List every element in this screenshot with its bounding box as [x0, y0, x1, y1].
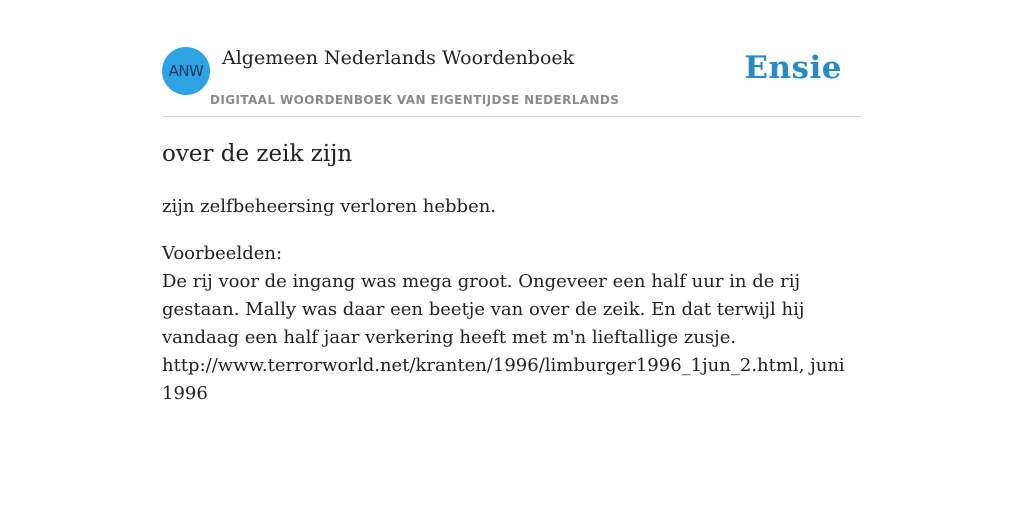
- examples-section: [162, 240, 852, 408]
- entry-content: [162, 138, 852, 408]
- site-title[interactable]: Algemeen Nederlands Woordenboek: [222, 47, 575, 69]
- site-subtitle: DIGITAAL WOORDENBOEK VAN EIGENTIJDSE NEDERLANDS: [210, 93, 620, 107]
- example-source: http://www.terrorworld.net/kranten/1996/limburger1996_1jun_2.html, juni 1996: [162, 355, 845, 404]
- entry-definition: zijn zelfbeheersing verloren hebben.: [162, 196, 497, 217]
- ensie-logo[interactable]: Ensie: [744, 50, 842, 86]
- anw-logo[interactable]: ANW: [162, 47, 210, 95]
- example-text: De rij voor de ingang was mega groot. Ongeveer een half uur in de rij gestaan. Mally was daar een beetje van over de zeik. En dat terwijl hij vandaag een half jaar verkering heeft met m'n lieftallige zusje.: [162, 271, 805, 348]
- examples-label: Voorbeelden:: [162, 243, 283, 264]
- site-header: [162, 46, 862, 117]
- entry-headword: over de zeik zijn: [162, 141, 353, 167]
